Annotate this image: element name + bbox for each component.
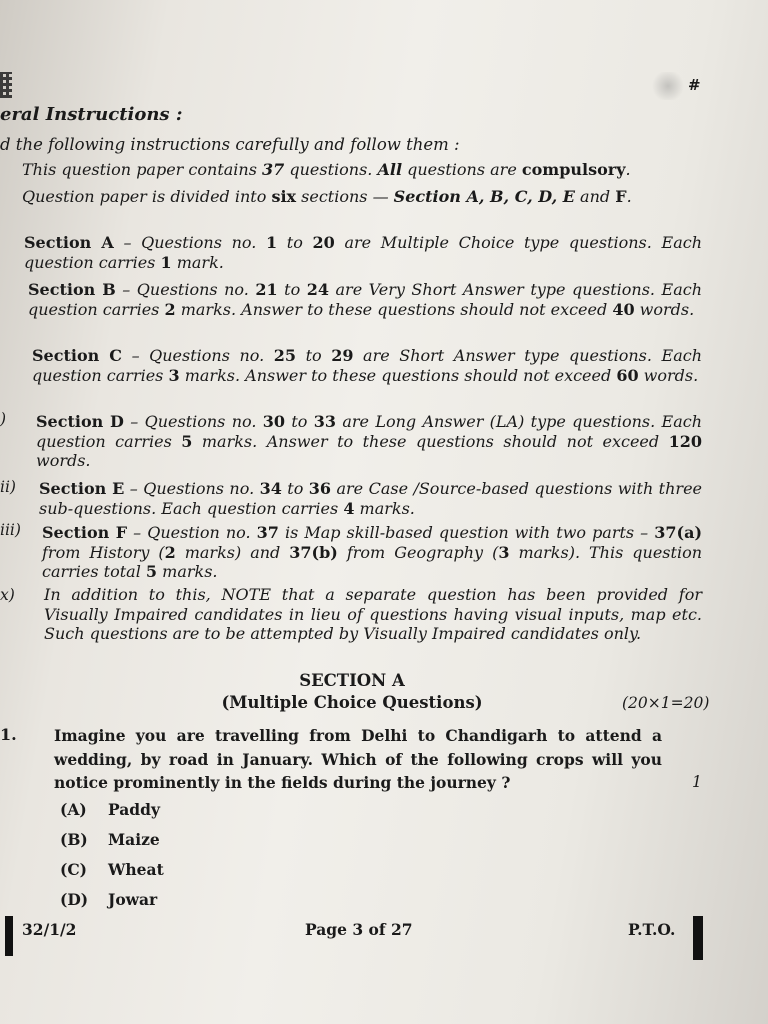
instruction-item [36,412,702,471]
instruction-text-segment: marks. [157,562,218,581]
instruction-text-segment: 5 [181,431,193,451]
page-hash-mark: # [688,76,701,94]
instruction-text-segment: . [626,187,632,206]
instruction-text-segment: is Map skill-based question with two parts – [278,523,655,542]
instruction-text-segment: six [271,187,297,206]
instruction-text-segment: 37(a) [654,523,703,542]
instruction-text-segment: All [377,160,403,179]
option-text: Paddy [108,800,160,819]
footer-bar-right [693,916,703,960]
instruction-text-segment: 120 [668,431,703,451]
instruction-item [22,187,702,207]
instruction-text-segment: to [281,479,309,498]
instruction-text-segment: words. [634,299,695,319]
instruction-text-segment: questions. [284,160,378,179]
instruction-text-segment: Section E [39,479,125,498]
instruction-text-segment: 21 [255,280,278,299]
instruction-text-segment: marks. Answer to these questions should not exceed [175,299,613,319]
instruction-item [42,523,702,582]
instruction-text-segment: . [625,160,631,179]
instruction-text-segment: marks. Answer to these questions should not exceed [192,431,669,451]
option-d [60,890,157,909]
instruction-item [44,585,702,644]
instruction-marker: ) [0,410,7,428]
instruction-text-segment: Section D [36,412,124,431]
instruction-text-segment: words. [638,365,699,385]
paper-code: 32/1/2 [22,920,77,939]
instruction-item [32,346,702,385]
instruction-text-segment: 36 [308,479,332,498]
option-c [60,860,164,879]
instruction-text-segment: to [277,233,313,252]
footer-bar-left [5,916,13,956]
instruction-text-segment: Question paper is divided into [22,187,272,206]
instruction-text-segment: from History ( [42,542,165,562]
instruction-text-segment: – Questions no. [113,233,266,252]
instruction-text-segment: are Very Short Answer type questions. Each question carries [28,280,703,319]
instruction-text-segment: sections — [296,187,394,206]
instruction-text-segment: and [574,187,616,206]
option-text: Wheat [108,860,164,879]
option-label: (A) [60,800,87,819]
page-number: Page 3 of 27 [305,920,413,939]
instruction-text-segment: are Long Answer (LA) type questions. Each question carries [36,412,702,451]
instruction-text-segment: 60 [616,365,639,385]
option-b [60,830,160,849]
instruction-item [39,479,702,518]
instruction-text-segment: mark. [171,252,224,272]
instruction-text-segment: 37(b) [289,542,338,562]
section-title: SECTION A [299,671,405,690]
instruction-text-segment: marks) and [175,542,290,562]
instruction-text-segment: are Case /Source-based questions with three sub-questions. Each question carries [39,479,703,518]
instruction-text-segment: 30 [262,412,286,431]
instruction-text-segment: to [285,412,314,431]
option-a [60,800,160,819]
instruction-text-segment: Section A [24,233,114,252]
instruction-item [22,160,672,180]
instruction-marker: x) [0,586,15,604]
instruction-text-segment: – Questions no. [122,346,274,365]
instruction-text-segment: 4 [343,498,355,518]
instruction-text-segment: to [296,346,332,365]
instruction-text-segment: F [615,187,627,206]
instruction-text-segment: Section C [32,346,123,365]
instruction-text-segment: 37 [256,523,279,542]
instruction-text-segment: 40 [612,299,635,319]
instruction-text-segment: 29 [331,346,354,365]
instruction-text-segment: 2 [164,542,176,562]
instruction-text-segment: 37 [262,160,285,179]
instruction-text-segment: 1 [266,233,278,252]
instruction-text-segment: 3 [168,365,180,385]
instruction-text-segment: marks). This question carries total [42,542,703,581]
section-subtitle: (Multiple Choice Questions) [221,693,483,712]
instruction-text-segment: Section B [28,280,116,299]
instruction-text-segment: Section F [42,523,128,542]
instruction-text-segment: are Short Answer type questions. Each question carries [32,346,703,385]
instruction-text-segment: 3 [498,542,510,562]
instruction-text-segment: – Questions no. [123,412,263,431]
instruction-text-segment: are Multiple Choice type questions. Each question carries [24,233,703,272]
instruction-text-segment: 1 [160,252,172,272]
instruction-text-segment: to [277,280,307,299]
instruction-text-segment: This question paper contains [22,160,262,179]
instruction-text-segment: marks. Answer to these questions should not exceed [179,365,617,385]
instruction-text-segment: 2 [164,299,176,319]
instruction-text-segment: words. [36,451,91,470]
question-number: 1. [0,725,17,744]
print-smudge [650,72,686,100]
instruction-item [24,233,702,272]
instruction-text-segment: compulsory [521,160,626,179]
instruction-item [28,280,702,319]
instruction-text-segment: questions are [402,160,522,179]
option-label: (C) [60,860,88,879]
instruction-marker: iii) [0,521,21,539]
instruction-text-segment: 5 [145,562,158,581]
instruction-text-segment: – Questions no. [115,280,256,299]
qr-code-fragment [0,72,12,98]
instruction-text-segment: 25 [273,346,297,365]
instructions-heading: eral Instructions : [0,104,183,125]
option-text: Jowar [108,890,158,909]
instruction-text-segment: – Questions no. [124,479,260,498]
instruction-text-segment: 24 [306,280,329,299]
instructions-note: d the following instructions carefully and follow them : [0,135,460,154]
instruction-marker: ii) [0,478,16,496]
instruction-text-segment: 33 [313,412,337,431]
instruction-text-segment: – Question no. [127,523,257,542]
instruction-text-segment: marks. [354,498,415,518]
instruction-text-segment: 34 [259,479,282,498]
question-text: Imagine you are travelling from Delhi to Chandigarh to attend a wedding, by road in January. Which of the following crops will you notice prominently in the fields during the journey ? [54,726,662,792]
option-label: (D) [60,890,89,909]
instruction-text-segment: Section A, B, C, D, E [393,187,575,206]
instruction-text-segment: In addition to this, NOTE that a separate question has been provided for Visually Impaired candidates in lieu of questions having visual inputs, map etc. Such questions are to be attempted by Visually Impaired candidates only. [44,585,702,643]
pto-label: P.T.O. [628,920,676,939]
instruction-text-segment: from Geography ( [337,542,499,562]
option-label: (B) [60,830,88,849]
option-text: Maize [108,830,160,849]
instruction-text-segment: 20 [312,233,335,252]
section-marks: (20×1=20) [622,694,710,712]
question-marks: 1 [692,773,702,791]
